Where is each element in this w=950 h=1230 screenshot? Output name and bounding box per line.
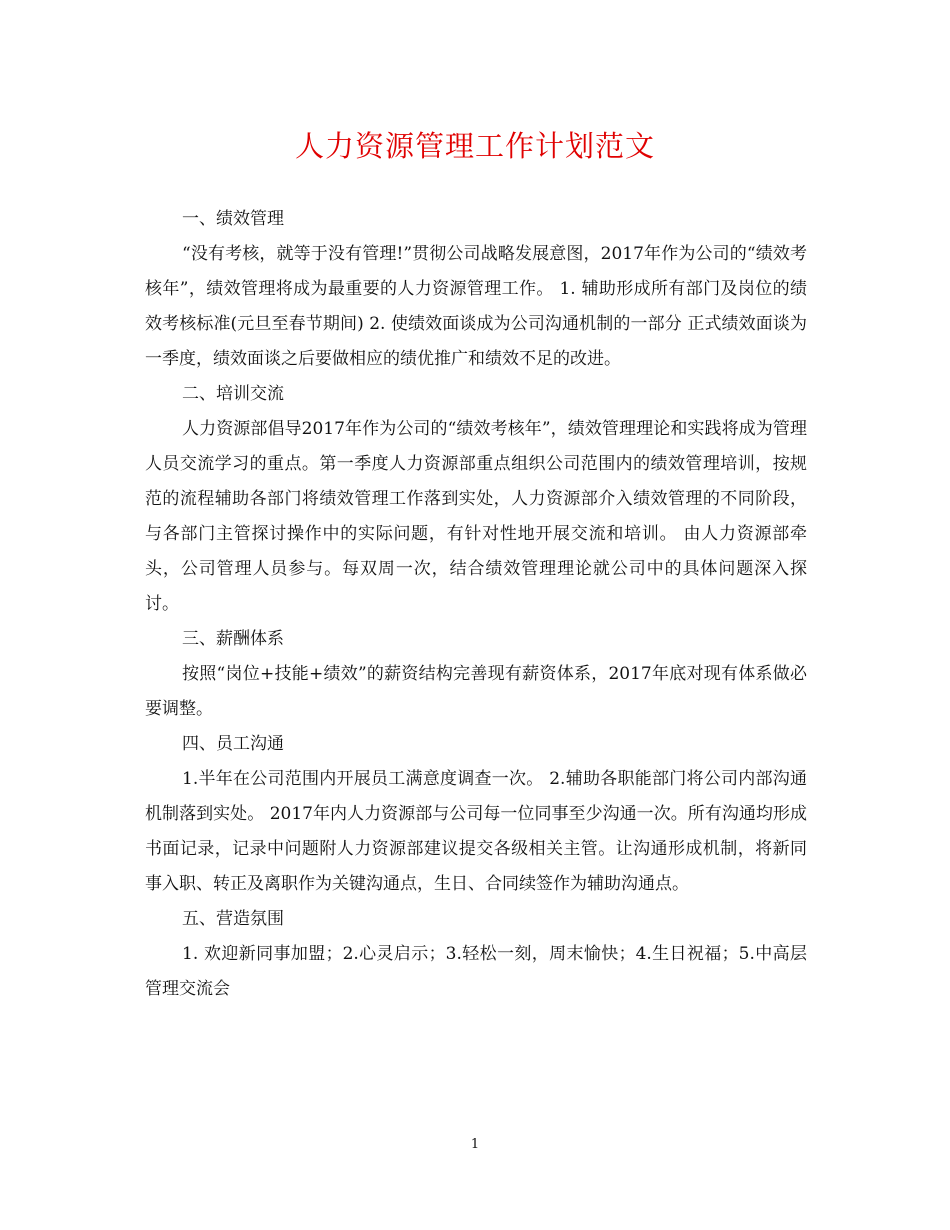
- section-paragraph-3: 按照“岗位+技能+绩效”的薪资结构完善现有薪资体系，2017年底对现有体系做必要调整。: [145, 664, 807, 719]
- section-paragraph-4: 1.半年在公司范围内开展员工满意度调查一次。 2.辅助各职能部门将公司内部沟通机制落到实处。 2017年内人力资源部与公司每一位同事至少沟通一次。所有沟通均形成书面记录，记录中问题附人力资源部建议提交各级相关主管。让沟通形成机制，将新同事入职、转正及离职作为关键沟通点，生日、合同续签作为辅助沟通点。: [145, 769, 807, 894]
- page-number: 1: [470, 1137, 480, 1152]
- section-heading-2: 二、培训交流: [182, 384, 284, 404]
- document-title: 人力资源管理工作计划范文: [294, 129, 655, 163]
- section-heading-4: 四、员工沟通: [182, 734, 284, 754]
- section-heading-5: 五、营造氛围: [182, 909, 284, 929]
- section-heading-3: 三、薪酬体系: [182, 629, 284, 649]
- document-body: [145, 202, 807, 1007]
- section-paragraph-1: “没有考核，就等于没有管理!”贯彻公司战略发展意图，2017年作为公司的“绩效考核年”，绩效管理将成为最重要的人力资源管理工作。 1. 辅助形成所有部门及岗位的绩效考核标准(元旦至春节期间) 2. 使绩效面谈成为公司沟通机制的一部分 正式绩效面谈为一季度，绩效面谈之后要做相应的绩优推广和绩效不足的改进。: [145, 244, 807, 369]
- section-paragraph-5: 1. 欢迎新同事加盟；2.心灵启示；3.轻松一刻，周末愉快；4.生日祝福；5.中高层管理交流会: [145, 944, 807, 999]
- section-heading-1: 一、绩效管理: [182, 209, 284, 229]
- section-paragraph-2: 人力资源部倡导2017年作为公司的“绩效考核年”，绩效管理理论和实践将成为管理人员交流学习的重点。第一季度人力资源部重点组织公司范围内的绩效管理培训，按规范的流程辅助各部门将绩效管理工作落到实处，人力资源部介入绩效管理的不同阶段，与各部门主管探讨操作中的实际问题，有针对性地开展交流和培训。 由人力资源部牵头，公司管理人员参与。每双周一次，结合绩效管理理论就公司中的具体问题深入探讨。: [145, 419, 807, 614]
